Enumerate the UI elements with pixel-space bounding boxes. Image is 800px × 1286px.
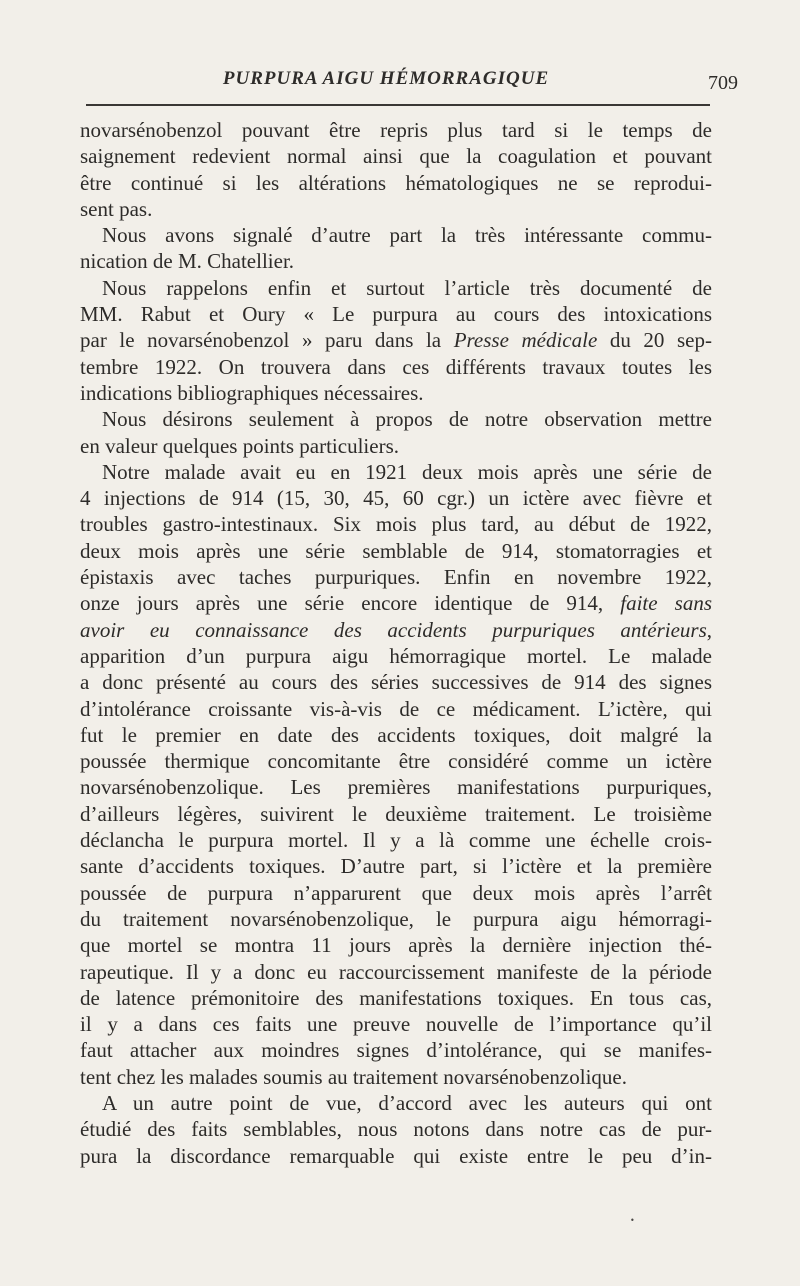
text-line: du traitement novarsénobenzolique, le purpura aigu hémorragi- [80, 906, 712, 931]
text-line: poussée de purpura n’apparurent que deux mois après l’arrêt [80, 880, 712, 905]
text-line: A un autre point de vue, d’accord avec les auteurs qui ont [102, 1090, 712, 1115]
text-line: tent chez les malades soumis au traitement novarsénobenzolique. [80, 1064, 627, 1089]
text-line: pura la discordance remarquable qui existe entre le peu d’in- [80, 1143, 712, 1168]
text-line: tembre 1922. On trouvera dans ces différents travaux toutes les [80, 354, 712, 379]
text-run: , [706, 617, 712, 642]
text-line [80, 327, 712, 353]
text-line: que mortel se montra 11 jours après la dernière injection thé- [80, 933, 712, 958]
printer-mark: • [630, 1216, 635, 1225]
page-number: 709 [708, 72, 738, 94]
header-rule [86, 104, 710, 106]
text-line: il y a dans ces faits une preuve nouvelle de l’importance qu’il [80, 1012, 712, 1037]
italic-text-run: faite sans [620, 591, 712, 616]
text-run: du 20 sep- [597, 328, 712, 353]
text-line: Nous avons signalé d’autre part la très intéressante commu- [102, 223, 712, 248]
text-line: Notre malade avait eu en 1921 deux mois après une série de [102, 459, 712, 484]
text-line: être continué si les altérations hématologiques ne se reprodui- [80, 170, 712, 195]
text-line: faut attacher aux moindres signes d’intolérance, qui se manifes- [80, 1038, 712, 1063]
text-line: apparition d’un purpura aigu hémorragique mortel. Le malade [80, 643, 712, 668]
italic-text-run: avoir eu connaissance des accidents purpuriques antérieurs [80, 617, 707, 642]
text-line: rapeutique. Il y a donc eu raccourcissement manifeste de la période [80, 959, 712, 984]
text-line: novarsénobenzol pouvant être repris plus tard si le temps de [80, 118, 712, 142]
text-line: de latence prémonitoire des manifestations toxiques. En tous cas, [80, 985, 712, 1010]
text-run: par le novarsénobenzol » paru dans la [80, 328, 454, 353]
text-line: étudié des faits semblables, nous notons dans notre cas de pur- [80, 1117, 712, 1142]
text-line: d’ailleurs légères, suivirent le deuxième traitement. Le troisième [80, 801, 712, 826]
text-line: épistaxis avec taches purpuriques. Enfin en novembre 1922, [80, 565, 712, 590]
text-line [80, 617, 712, 643]
text-line: en valeur quelques points particuliers. [80, 433, 399, 458]
text-line: 4 injections de 914 (15, 30, 45, 60 cgr.) un ictère avec fièvre et [80, 486, 712, 511]
text-line: saignement redevient normal ainsi que la coagulation et pouvant [80, 144, 712, 169]
text-line: déclancha le purpura mortel. Il y a là comme une échelle crois- [80, 828, 712, 853]
text-run: onze jours après une série encore identique de 914, [80, 591, 621, 616]
text-line: indications bibliographiques nécessaires. [80, 380, 424, 405]
text-line: fut le premier en date des accidents toxiques, doit malgré la [80, 722, 712, 747]
text-line [80, 590, 712, 616]
text-line: d’intolérance croissante vis-à-vis de ce médicament. L’ictère, qui [80, 696, 712, 721]
italic-text-run: Presse médicale [453, 328, 598, 353]
text-line: Nous désirons seulement à propos de notre observation mettre [102, 407, 712, 432]
text-line: sent pas. [80, 196, 153, 221]
text-line: troubles gastro-intestinaux. Six mois plus tard, au début de 1922, [80, 512, 712, 537]
page-header [62, 68, 738, 100]
text-line: novarsénobenzolique. Les premières manifestations purpuriques, [80, 775, 712, 800]
text-line: nication de M. Chatellier. [80, 249, 295, 274]
text-line: a donc présenté au cours des séries successives de 914 des signes [80, 670, 712, 695]
text-line: poussée thermique concomitante être considéré comme un ictère [80, 749, 712, 774]
running-title: PURPURA AIGU HÉMORRAGIQUE [222, 68, 550, 89]
text-line: MM. Rabut et Oury « Le purpura au cours des intoxications [80, 302, 712, 327]
text-line: Nous rappelons enfin et surtout l’article très documenté de [102, 275, 712, 300]
text-line: deux mois après une série semblable de 914, stomatorragies et [80, 538, 712, 563]
text-line: sante d’accidents toxiques. D’autre part, si l’ictère et la première [80, 854, 712, 879]
body-text [80, 117, 712, 1169]
